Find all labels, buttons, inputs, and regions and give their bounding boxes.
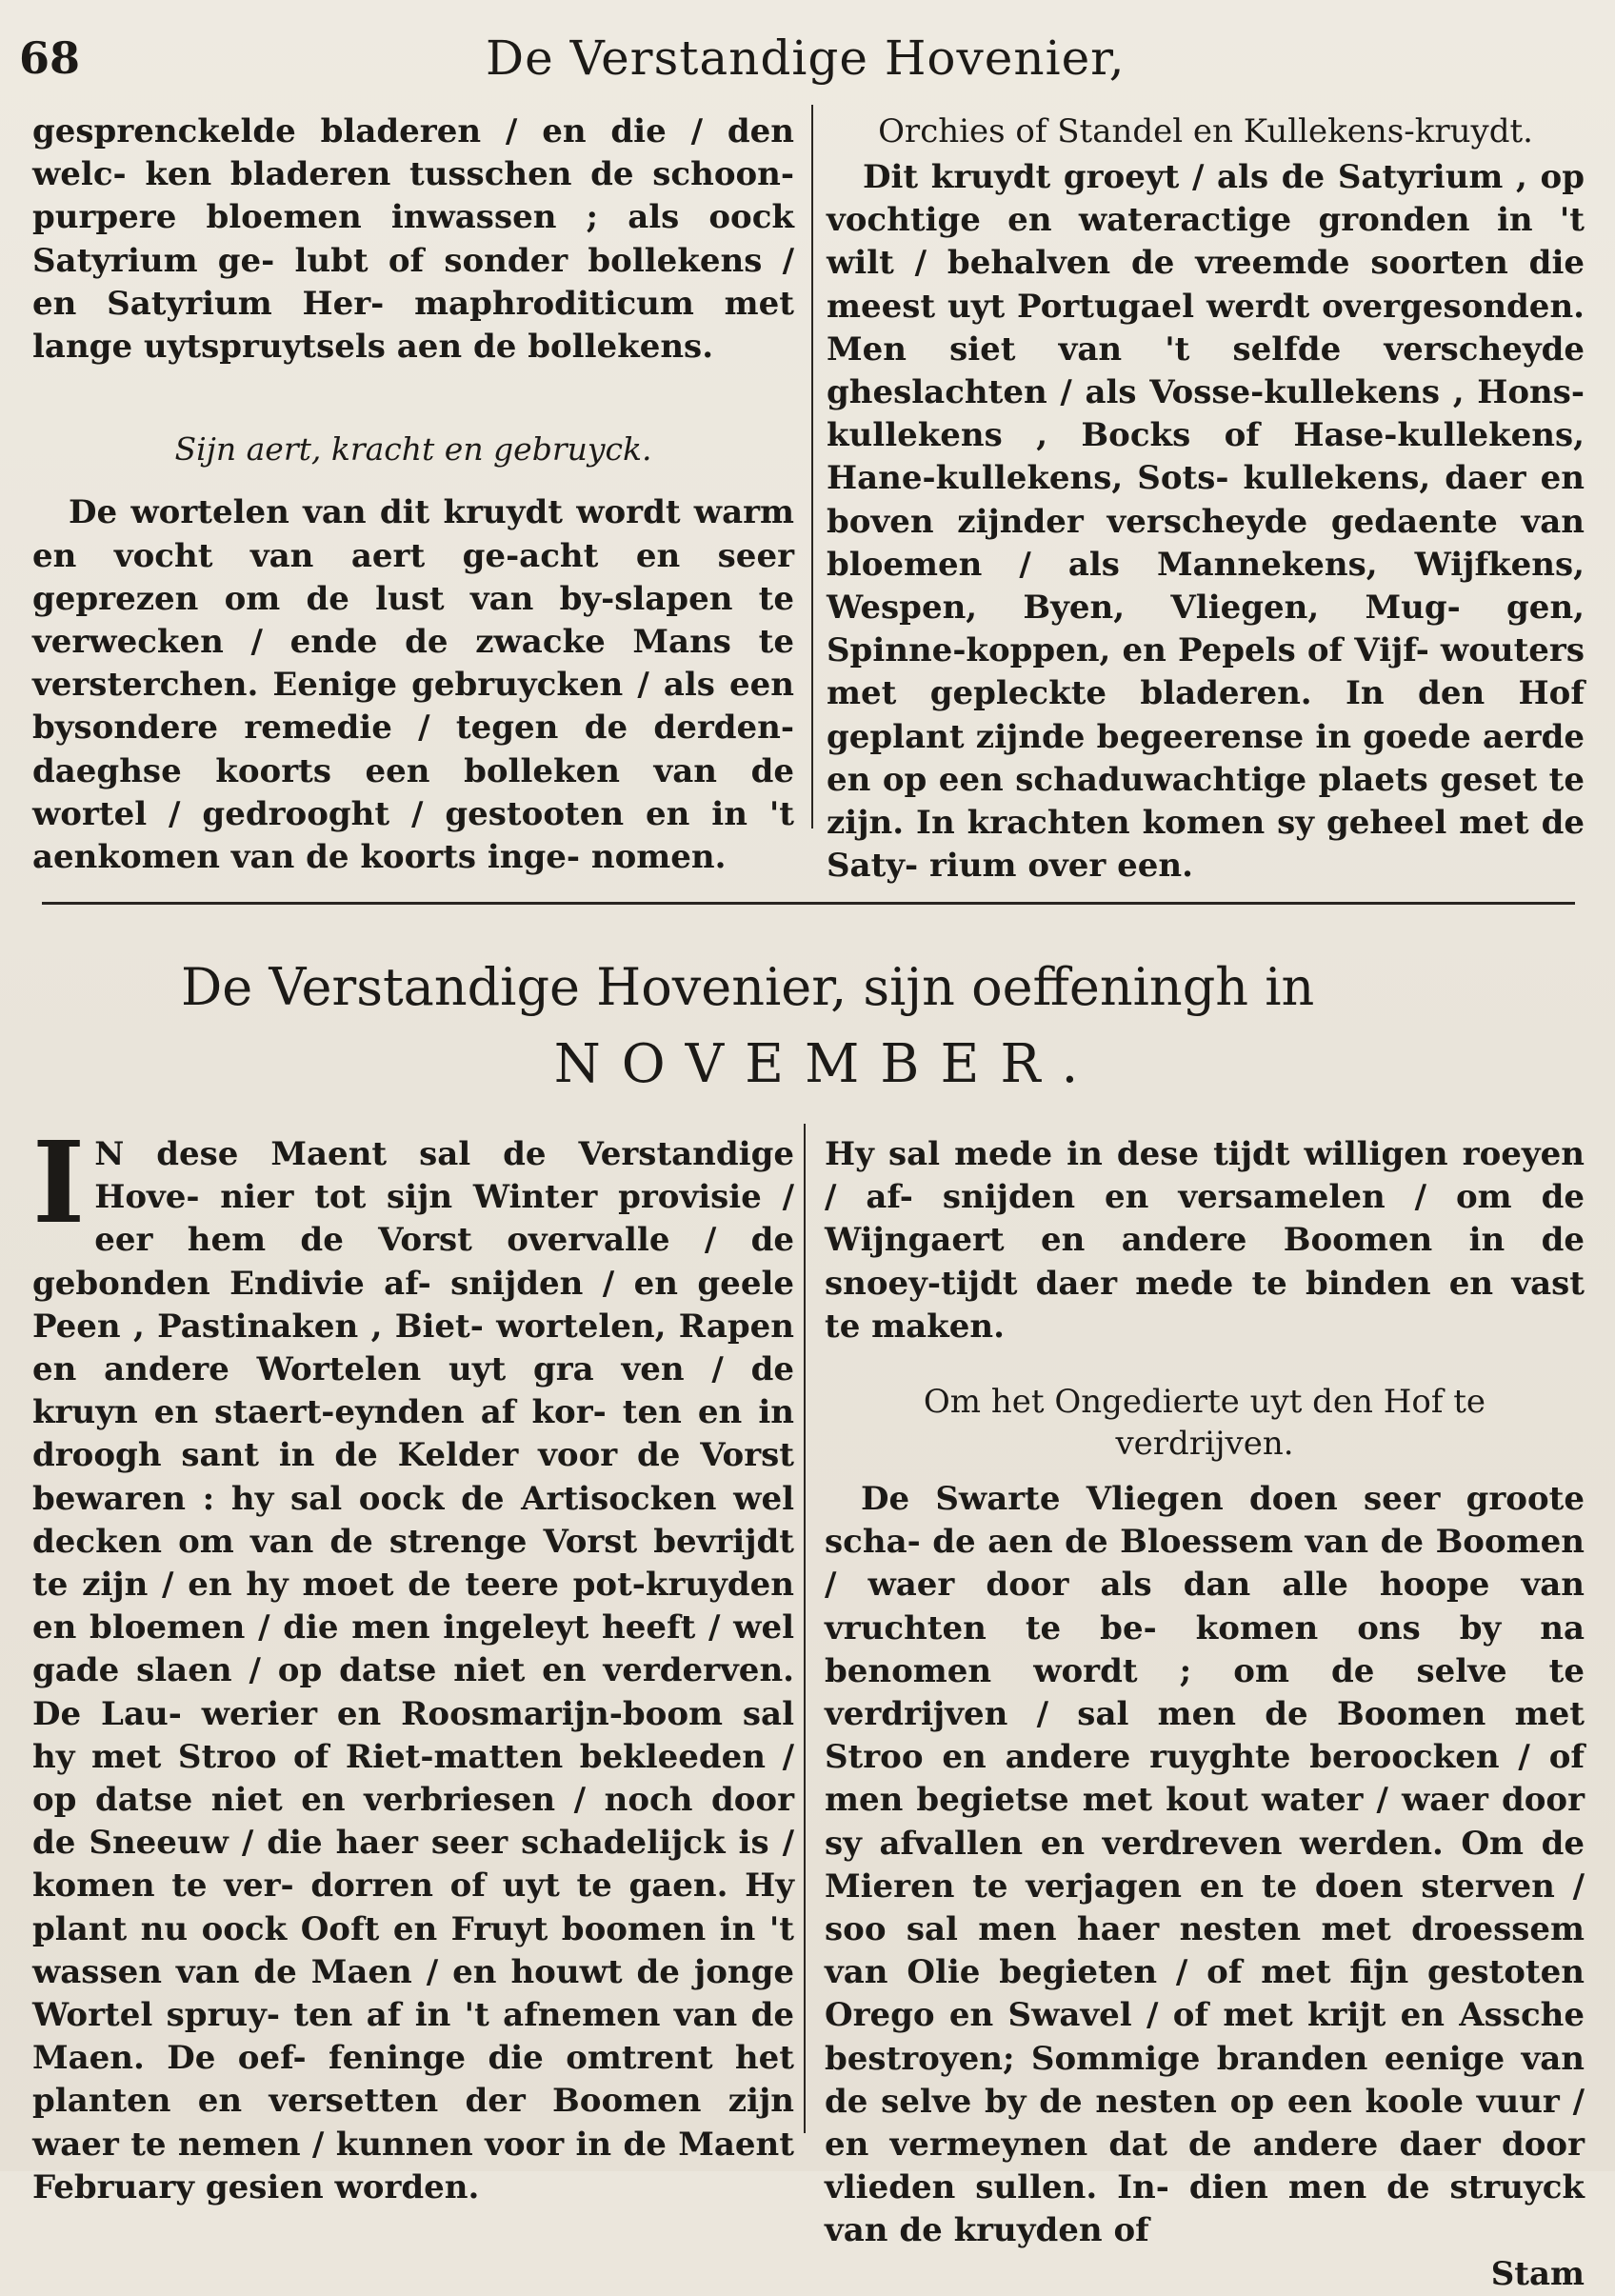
top-right-column bbox=[827, 110, 1585, 886]
column-divider-bottom bbox=[804, 1124, 806, 2133]
paragraph-continued: gesprenckelde bladeren / en die / den welc- ken bladeren tusschen de schoon-purpere bloemen inwassen ; als oock Satyrium ge- lubt of sonder bollekens / en Satyrium Her- maphroditicum met lange uytspruytsels aen de bollekens. bbox=[32, 112, 794, 367]
plant-heading: Orchies of Standel en Kullekens-kruydt. bbox=[878, 112, 1533, 150]
page-number: 68 bbox=[19, 32, 81, 84]
paragraph-orchies: Dit kruydt groeyt / als de Satyrium , op vochtige en wateractige gronden in 't wilt / behalven de vreemde soorten die meest uyt Portugael werdt overgesonden. Men siet van 't selfde verscheyde gheslachten / als Vosse-kullekens , Hons-kullekens , Bocks of Hase-kullekens, Hane-kullekens, Sots- kullekens, daer en boven zijnder verscheyde gedaente van bloemen / als Mannekens, Wijfkens, Wespen, Byen, Vliegen, Mug- gen, Spinne-koppen, en Pepels of Vijf- wouters met gepleckte bladeren. In den Hof geplant zijnde begeerense in goede aerde en op een schaduwachtige plaets geset te zijn. In krachten komen sy geheel met de Saty- rium over een. bbox=[827, 158, 1585, 886]
column-divider-top bbox=[811, 105, 813, 829]
catchword: Stam bbox=[1490, 2254, 1585, 2293]
paragraph-willows: Hy sal mede in dese tijdt willigen roeyen / af- snijden en versamelen / om de Wijngaert en andere Boomen in de snoey-tijdt daer mede te binden en vast te maken. bbox=[825, 1135, 1585, 1346]
top-left-column bbox=[32, 110, 794, 877]
paragraph-november: N dese Maent sal de Verstandige Hove- nier tot sijn Winter provisie / eer hem de Vorst overvalle / de gebonden Endivie af- snijden / en geele Peen , Pastinaken , Biet- wortelen, Rapen en andere Wortelen uyt gra ven / de kruyn en staert-eynden af kor- ten en in droogh sant in de Kelder voor de Vorst bewaren : hy sal oock de Artisocken wel decken om van de strenge Vorst bevrijdt te zijn / en hy moet de teere pot-kruyden en bloemen / die men ingeleyt heeft / wel gade slaen / op datse niet en verderven. De Lau- werier en Roosmarijn-boom sal hy met Stroo of Riet-matten bekleeden / op datse niet en verbriesen / noch door de Sneeuw / die haer seer schadelijck is / komen te ver- dorren of uyt te gaen. Hy plant nu oock Ooft en Fruyt boomen in 't wassen van de Maen / en houwt de jonge Wortel spruy- ten af in 't afnemen van de Maen. De oef- feninge die omtrent het planten en versetten der Boomen zijn waer te nemen / kunnen voor in de Maent February gesien worden. bbox=[32, 1135, 794, 2206]
running-title: De Verstandige Hovenier, bbox=[486, 30, 1126, 86]
vermin-heading: Om het Ongedierte uyt den Hof te verdrijven. bbox=[923, 1383, 1486, 1464]
drop-cap: I bbox=[32, 1116, 86, 1248]
bottom-right-column bbox=[825, 1133, 1585, 2293]
page-header bbox=[19, 27, 1581, 93]
horizontal-rule bbox=[42, 902, 1575, 905]
paragraph-properties: De wortelen van dit kruydt wordt warm en vocht van aert ge-acht en seer geprezen om de lust van by-slapen te verwecken / ende de zwacke Mans te versterchen. Eenige gebruycken / als een bysondere remedie / tegen de derden-daeghse koorts een bolleken van de wortel / gedrooght / gestooten en in 't aenkomen van de koorts inge- nomen. bbox=[32, 493, 794, 877]
section-subheading: Sijn aert, kracht en gebruyck. bbox=[174, 430, 652, 469]
bottom-left-column bbox=[32, 1116, 794, 2206]
paragraph-vermin: De Swarte Vliegen doen seer groote scha- de aen de Bloessem van de Boomen / waer door als dan alle hoope van vruchten te be- komen ons by na benomen wordt ; om de selve te verdrijven / sal men de Boomen met Stroo en andere ruyghte beroocken / of men begietse met kout water / waer door sy afvallen en verdreven werden. Om de Mieren te verjagen en te doen sterven / soo sal men haer nesten met droessem van Olie begieten / of met fijn gestoten Orego en Swavel / of met krijt en Assche bestroyen; Sommige branden eenige van de selve by de nesten op een koole vuur / en vermeynen dat de andere daer door vlieden sullen. In- dien men de struyck van de kruyden of bbox=[825, 1480, 1585, 2250]
section-title-line1: De Verstandige Hovenier, sijn oeffeningh in bbox=[181, 957, 1315, 1017]
section-title-month: NOVEMBER. bbox=[553, 1033, 1100, 1095]
